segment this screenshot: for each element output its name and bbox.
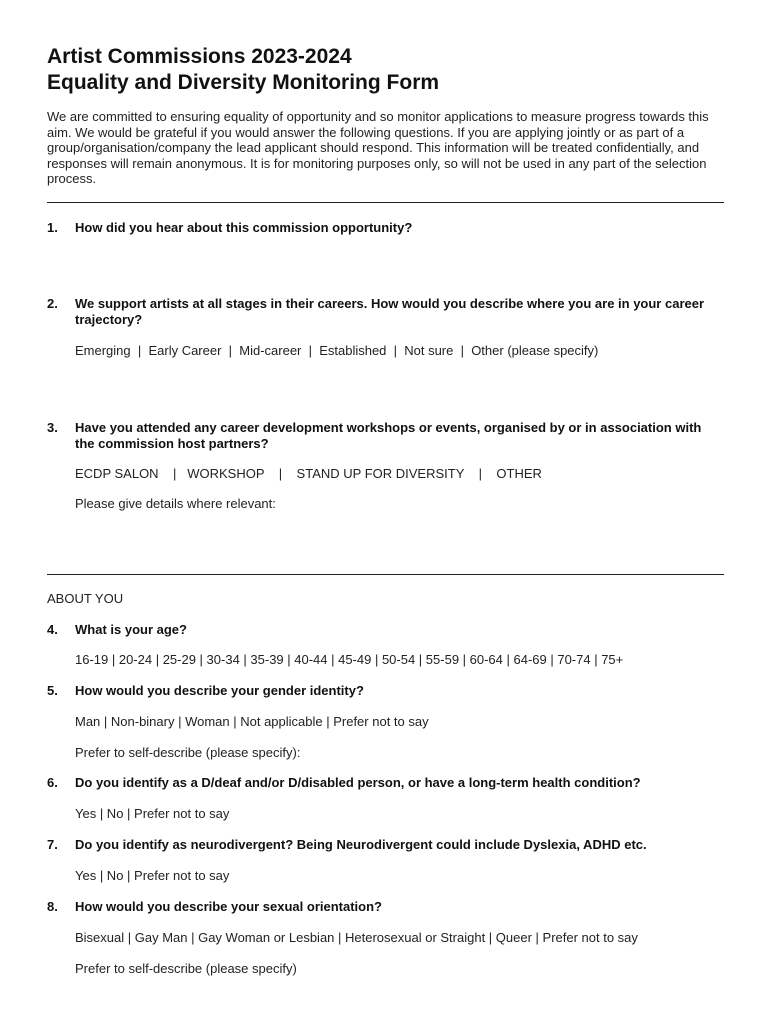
- question-number: 4.: [47, 622, 58, 637]
- question-number: 8.: [47, 899, 58, 914]
- question-4: [47, 622, 724, 638]
- about-you-heading: ABOUT YOU: [47, 591, 124, 606]
- details-prompt[interactable]: Please give details where relevant:: [75, 496, 276, 511]
- intro-paragraph: We are committed to ensuring equality of opportunity and so monitor applications to measure progress towards this aim. We would be grateful if you would answer the following questions. If you are applying jointly or as part of a group/organisation/company the lead applicant should respond. This information will be treated confidentially, and responses will remain anonymous. It is for monitoring purposes only, so will not be used in any part of the selection process.: [47, 109, 709, 186]
- question-1: [47, 220, 724, 236]
- question-number: 5.: [47, 683, 58, 698]
- question-number: 6.: [47, 775, 58, 790]
- question-2: [47, 296, 724, 328]
- question-text: How would you describe your sexual orientation?: [75, 899, 382, 914]
- question-5: [47, 683, 724, 699]
- question-text: We support artists at all stages in their careers. How would you describe where you are in your career trajectory?: [75, 296, 705, 327]
- question-number: 3.: [47, 420, 58, 435]
- question-text: Have you attended any career development workshops or events, organised by or in association with the commission host partners?: [75, 420, 702, 451]
- question-8: [47, 899, 724, 915]
- age-options[interactable]: 16-19 | 20-24 | 25-29 | 30-34 | 35-39 | 40-44 | 45-49 | 50-54 | 55-59 | 60-64 | 64-69 | 70-74 | 75+: [75, 652, 624, 667]
- gender-options[interactable]: Man | Non-binary | Woman | Not applicable | Prefer not to say: [75, 714, 429, 729]
- question-7: [47, 837, 724, 853]
- question-text: How would you describe your gender identity?: [75, 683, 364, 698]
- page-title: [47, 44, 439, 96]
- disability-options[interactable]: Yes | No | Prefer not to say: [75, 806, 230, 821]
- gender-self-describe[interactable]: Prefer to self-describe (please specify):: [75, 745, 301, 760]
- career-stage-options[interactable]: Emerging | Early Career | Mid-career | Established | Not sure | Other (please specify): [75, 343, 599, 358]
- question-text: How did you hear about this commission opportunity?: [75, 220, 413, 235]
- question-number: 1.: [47, 220, 58, 235]
- question-text: Do you identify as neurodivergent? Being Neurodivergent could include Dyslexia, ADHD etc.: [75, 837, 647, 852]
- title-line-1: Artist Commissions 2023-2024: [47, 45, 352, 68]
- question-number: 7.: [47, 837, 58, 852]
- orientation-self-describe[interactable]: Prefer to self-describe (please specify): [75, 961, 297, 976]
- question-text: Do you identify as a D/deaf and/or D/disabled person, or have a long-term health condition?: [75, 775, 641, 790]
- question-number: 2.: [47, 296, 58, 311]
- orientation-options[interactable]: Bisexual | Gay Man | Gay Woman or Lesbian | Heterosexual or Straight | Queer | Prefer not to say: [75, 930, 638, 945]
- neurodivergent-options[interactable]: Yes | No | Prefer not to say: [75, 868, 230, 883]
- title-line-2: Equality and Diversity Monitoring Form: [47, 71, 440, 94]
- question-3: [47, 420, 724, 452]
- question-text: What is your age?: [75, 622, 187, 637]
- workshop-options[interactable]: ECDP SALON | WORKSHOP | STAND UP FOR DIVERSITY | OTHER: [75, 466, 542, 481]
- question-6: [47, 775, 724, 791]
- section-divider: [47, 574, 724, 575]
- section-divider: [47, 202, 724, 203]
